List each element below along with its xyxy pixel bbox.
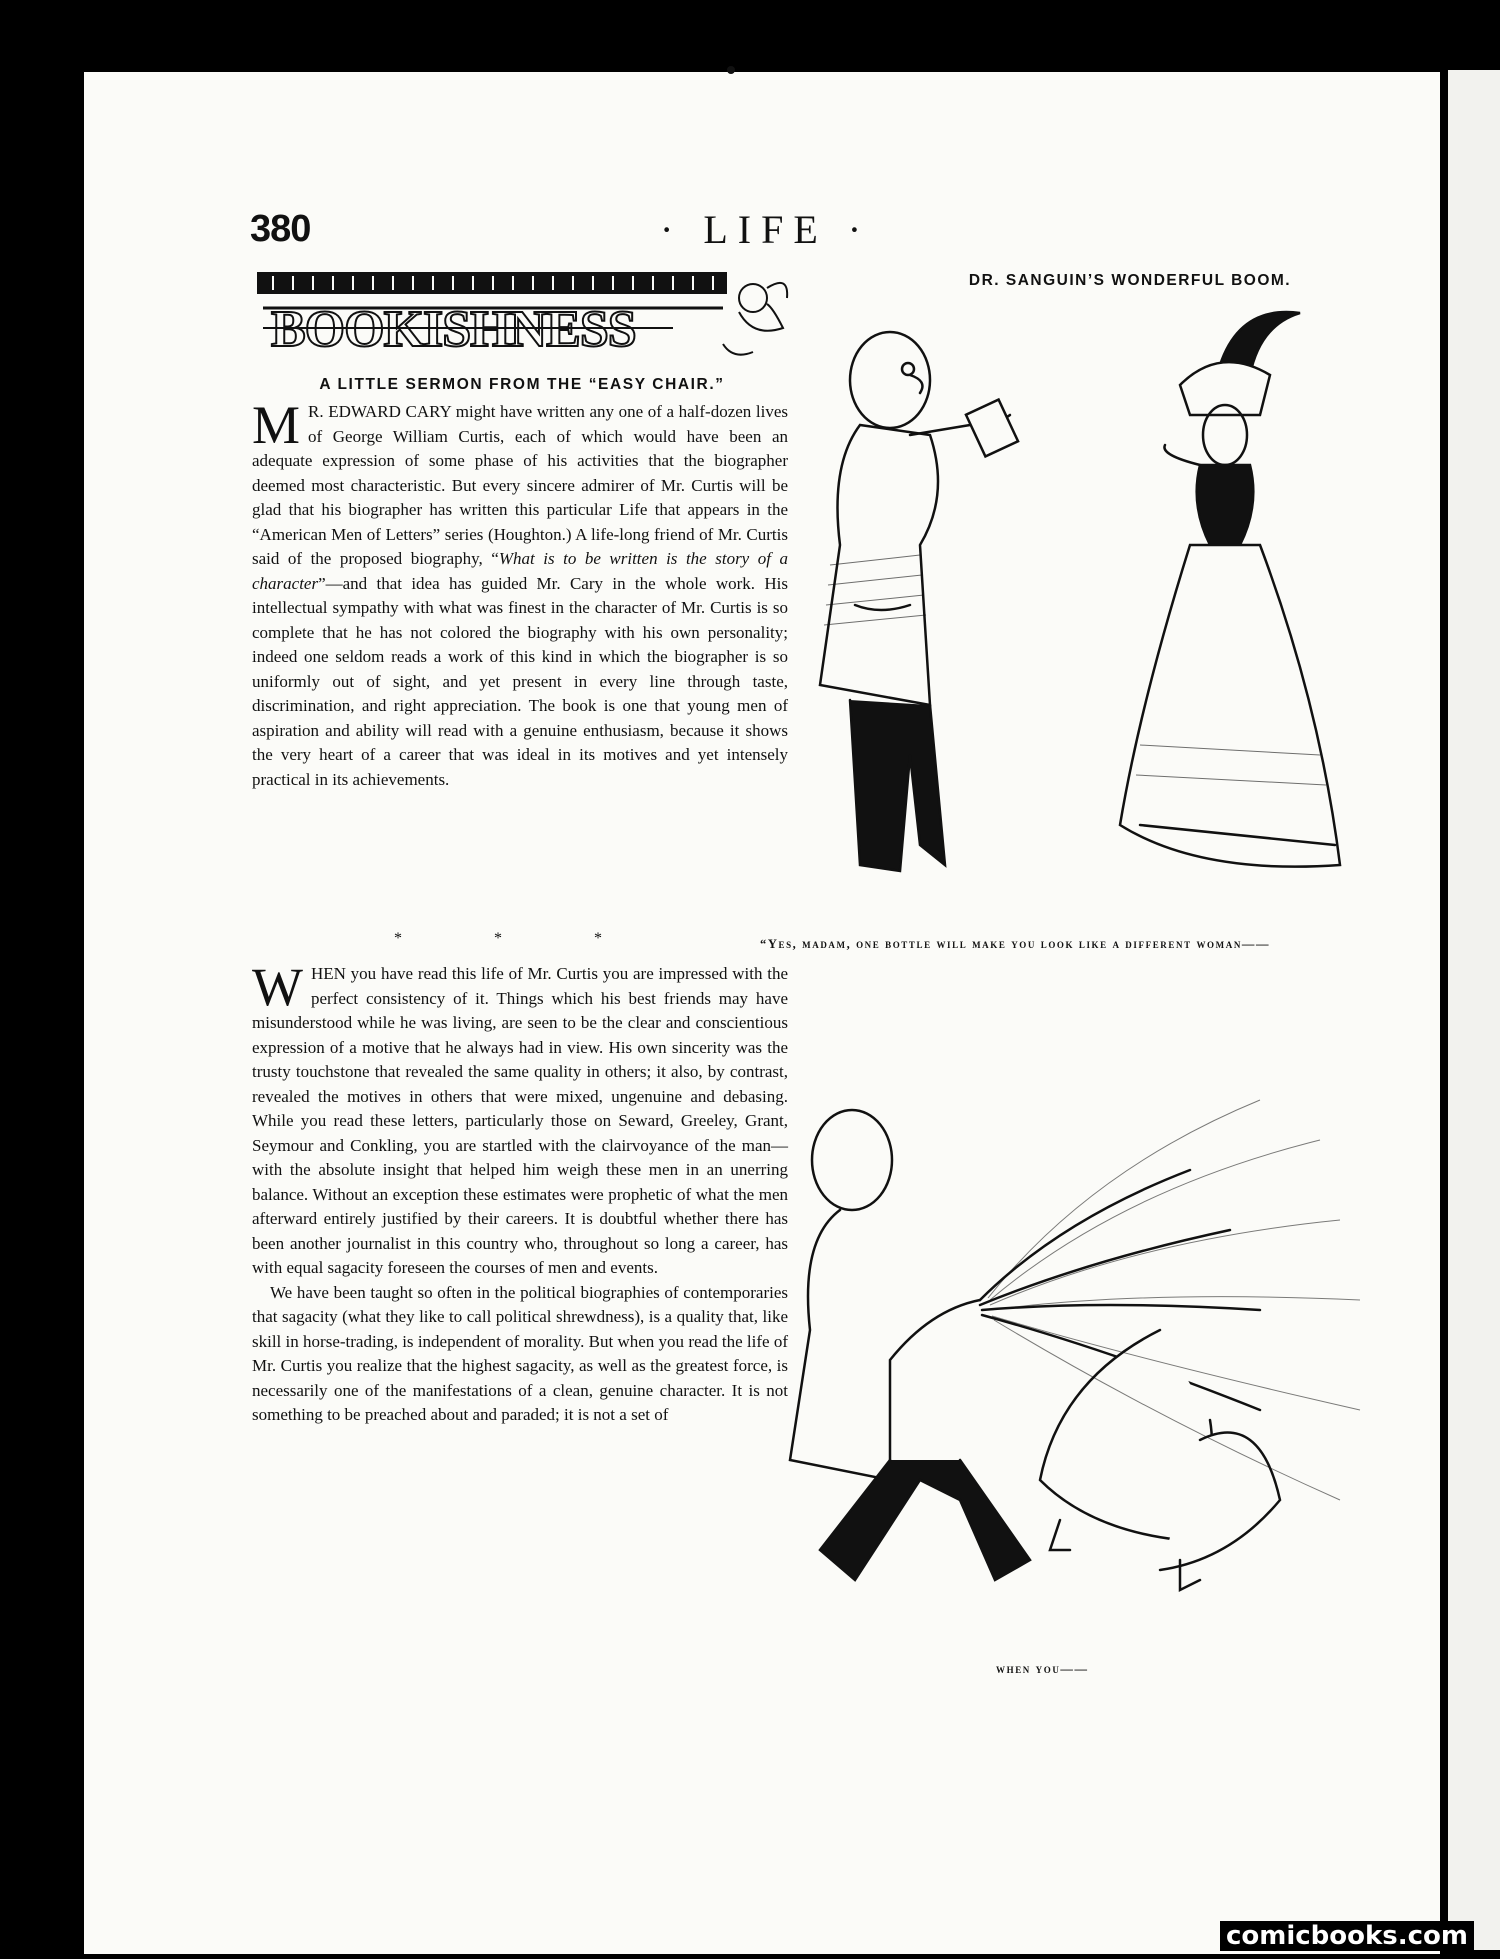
article-paragraph-1 [252, 395, 788, 792]
drop-cap-m: M [252, 395, 301, 455]
adjacent-page-edge [1448, 70, 1500, 1950]
watermark: comicbooks.com [1220, 1921, 1474, 1951]
paragraph-1-text-a: R. EDWARD CARY might have written any one of a half-dozen lives of George William Curtis, each of which would have been an adequate expression of some phase of his activities that the biographer deemed most characteristic. But every sincere admirer of Mr. Curtis will be glad that his biographer has written this particular Life that appears in the “American Men of Letters” series (Houghton.) A life-long friend of Mr. Curtis said of the proposed biography, “ [252, 402, 788, 568]
cartoon-caption-bottom: when you—— [996, 1662, 1089, 1676]
article-subhead: A LITTLE SERMON FROM THE “EASY CHAIR.” [319, 376, 725, 393]
section-separator: * * * [394, 930, 646, 947]
drop-cap-w: W [252, 957, 303, 1017]
paragraph-2-text: HEN you have read this life of Mr. Curtis you are impressed with the perfect consistency of it. Things which his best friends may have misunderstood while he was living, are seen to be the clear and conscientious expression of a motive that he always had in view. His own sincerity was the trusty touchstone that revealed the same quality in others; it also, by contrast, revealed the motives in others that were mixed, ungenuine and debasing. While you read these letters, particularly those on Seward, Greeley, Grant, Seymour and Conkling, you are startled with the clairvoyance of the man—with the absolute insight that helped him weigh these men in an unerring balance. Without an exception these estimates were prophetic of what the men afterward entirely justified by their careers. It is doubtful whether there has been another journalist in this country who, throughout so long a career, has with equal sagacity foreseen the courses of men and events. [252, 964, 788, 1277]
bookishness-banner [253, 268, 793, 368]
cartoon-caption-top: “Yes, madam, one bottle will make you look like a different woman—— [760, 937, 1271, 951]
magazine-title: · LIFE · [660, 207, 872, 252]
paragraph-3-text: We have been taught so often in the political biographies of contemporaries that sagacity (what they like to call political shrewdness), is a quality that, like skill in horse-trading, is independent of morality. But when you read the life of Mr. Curtis you realize that the highest sagacity, as well as the greatest force, is necessarily one of the manifestations of a clean, genuine character. It is not something to be preached about and paraded; it is not a set of [252, 1282, 788, 1424]
binding-mark [727, 66, 735, 74]
cartoon-title: DR. SANGUIN’S WONDERFUL BOOM. [968, 272, 1292, 289]
cartoon-illustration-top [760, 305, 1400, 885]
paragraph-1-quote: What is to be written is the story of a character [252, 549, 788, 593]
page-number: 380 [250, 208, 311, 250]
article-paragraph-2 [252, 957, 788, 1428]
paragraph-1-text-b: ”—and that idea has guided Mr. Cary in the whole work. His intellectual sympathy with what was finest in the character of Mr. Curtis is so complete that he has not colored the biography with his own personality; indeed one seldom reads a work of this kind in which the biographer is so uniformly out of sight, and yet present in every line through taste, discrimination, and right appreciation. The book is one that young men of aspiration and ability will read with a genuine enthusiasm, because it shows the very heart of a career that was ideal in its motives and yet intensely practical in its achievements. [252, 573, 788, 789]
svg-text:BOOKISHNESS: BOOKISHNESS [271, 301, 636, 358]
cartoon-illustration-bottom [760, 1080, 1400, 1650]
